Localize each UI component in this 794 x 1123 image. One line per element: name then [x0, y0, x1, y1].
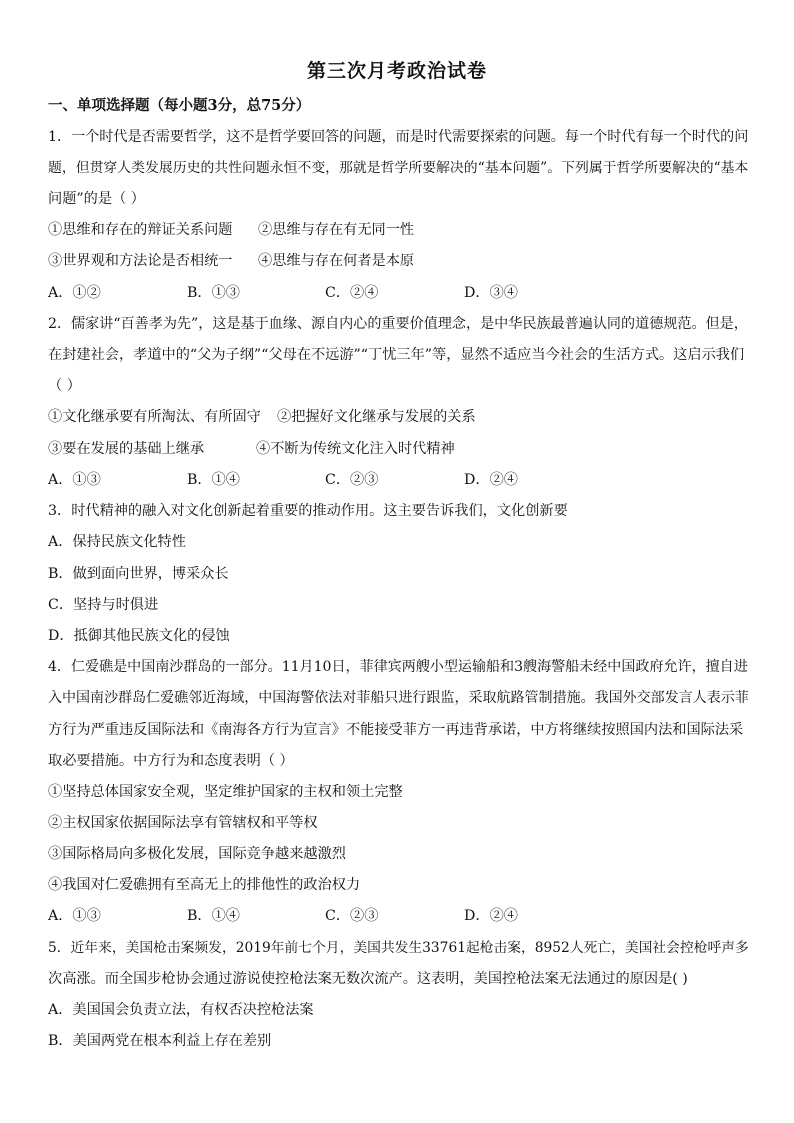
q2-choice-c: C．②③ — [325, 472, 379, 488]
question-4-line-4: 取必要措施。中方行为和态度表明（ ） — [48, 753, 294, 769]
q1-statement-3: ③世界观和方法论是否相统一 — [48, 253, 233, 269]
q4-statement-1: ①坚持总体国家安全观，坚定维护国家的主权和领土完整 — [48, 784, 403, 800]
q2-choice-d: D．②④ — [464, 472, 518, 488]
q1-choice-a: A．①② — [48, 285, 101, 301]
q4-choice-d: D．②④ — [464, 908, 518, 924]
q3-option-d: D．抵御其他民族文化的侵蚀 — [48, 628, 230, 644]
q2-statement-3: ③要在发展的基础上继承 — [48, 441, 205, 457]
q2-choice-a: A．①③ — [48, 472, 101, 488]
q3-option-b: B．做到面向世界，博采众长 — [48, 566, 229, 582]
q4-statement-4: ④我国对仁爱礁拥有至高无上的排他性的政治权力 — [48, 877, 361, 893]
q3-option-c: C．坚持与时俱进 — [48, 597, 159, 613]
q1-statement-1: ①思维和存在的辩证关系问题 — [48, 222, 233, 238]
q4-statement-3: ③国际格局向多极化发展，国际竞争越来越激烈 — [48, 846, 346, 862]
q2-statement-2: ②把握好文化继承与发展的关系 — [277, 409, 476, 425]
q2-statement-1: ①文化继承要有所淘汰、有所固守 — [48, 409, 261, 425]
question-2-line-3: （ ） — [48, 378, 81, 394]
question-4-line-1: 4．仁爱礁是中国南沙群岛的一部分。11月10日，菲律宾两艘小型运输船和3艘海警船未经中国政府允许，擅自进 — [48, 659, 748, 675]
question-4-line-2: 入中国南沙群岛仁爱礁邻近海域，中国海警依法对菲船只进行跟监，采取航路管制措施。我国外交部发言人表示菲 — [48, 690, 749, 706]
q4-statement-2: ②主权国家依据国际法享有管辖权和平等权 — [48, 815, 318, 831]
q4-choice-c: C．②③ — [325, 908, 379, 924]
q2-statement-4: ④不断为传统文化注入时代精神 — [256, 441, 455, 457]
q4-choice-a: A．①③ — [48, 908, 101, 924]
q5-option-b: B．美国两党在根本利益上存在差别 — [48, 1033, 272, 1049]
question-3-line-1: 3．时代精神的融入对文化创新起着重要的推动作用。这主要告诉我们，文化创新要 — [48, 503, 568, 519]
page-title: 第三次月考政治试卷 — [306, 60, 487, 82]
q1-statement-4: ④思维与存在何者是本原 — [258, 253, 415, 269]
question-5-line-2: 次高涨。而全国步枪协会通过游说使控枪法案无数次流产。这表明，美国控枪法案无法通过的原因是( ) — [48, 971, 688, 987]
q2-choice-b: B．①④ — [187, 472, 240, 488]
section-heading: 一、单项选择题（每小题3分，总75分） — [48, 97, 311, 114]
question-2-line-2: 在封建社会，孝道中的“父为子纲”“父母在不远游”“丁忧三年”等，显然不适应当今社会的生活方式。这启示我们 — [48, 347, 745, 363]
q3-option-a: A．保持民族文化特性 — [48, 534, 186, 550]
question-2-line-1: 2．儒家讲“百善孝为先”，这是基于血缘、源自内心的重要价值理念，是中华民族最普遍认同的道德规范。但是， — [48, 316, 748, 332]
q1-choice-b: B．①③ — [187, 285, 240, 301]
question-5-line-1: 5．近年来，美国枪击案频发，2019年前七个月，美国共发生33761起枪击案，8952人死亡，美国社会控枪呼声多 — [48, 940, 749, 956]
q1-choice-c: C．②④ — [325, 285, 379, 301]
question-1-line-3: 问题”的是（ ） — [48, 191, 145, 207]
q5-option-a: A．美国国会负责立法，有权否决控枪法案 — [48, 1002, 314, 1018]
question-1-line-1: 1．一个时代是否需要哲学，这不是哲学要回答的问题，而是时代需要探索的问题。每一个时代有每一个时代的问 — [48, 129, 749, 145]
question-1-line-2: 题，但贯穿人类发展历史的共性问题永恒不变，那就是哲学所要解决的“基本问题”。下列属于哲学所要解决的“基本 — [48, 160, 749, 176]
q4-choice-b: B．①④ — [187, 908, 240, 924]
question-4-line-3: 方行为严重违反国际法和《南海各方行为宣言》不能接受菲方一再违背承诺，中方将继续按照国内法和国际法采 — [48, 722, 744, 738]
q1-choice-d: D．③④ — [464, 285, 518, 301]
q1-statement-2: ②思维与存在有无同一性 — [258, 222, 415, 238]
